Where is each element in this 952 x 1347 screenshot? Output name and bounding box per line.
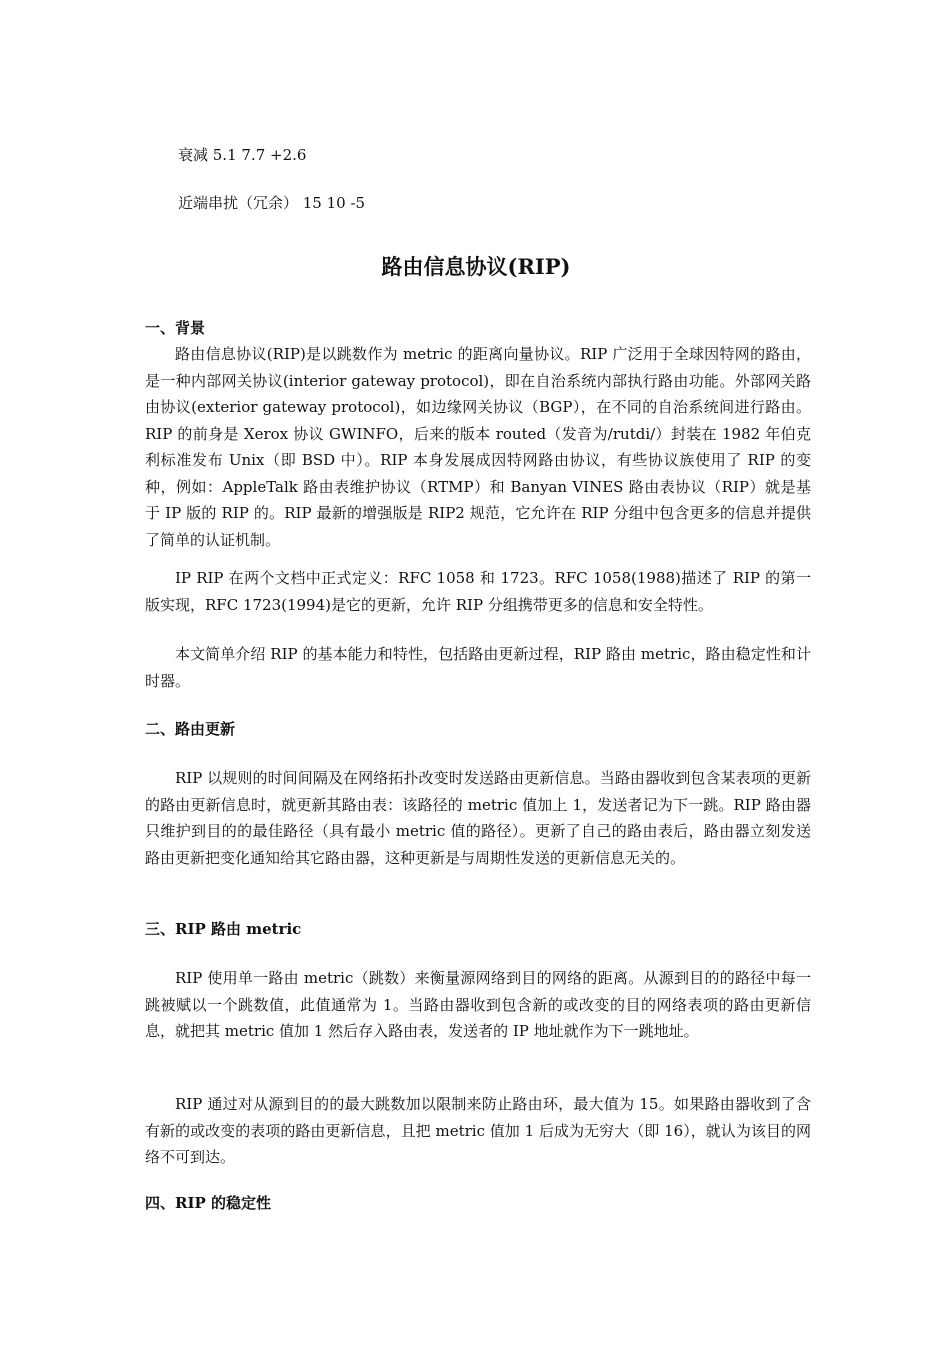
section-heading-routing-update: 二、路由更新 [145, 720, 236, 738]
section-heading-rip-metric: 三、RIP 路由 metric [145, 920, 302, 938]
paragraph-rfc-definition: IP RIP 在两个文档中正式定义：RFC 1058 和 1723。RFC 1058(1988)描述了 RIP 的第一版实现，RFC 1723(1994)是它的更新，允许 RIP 分组携带更多的信息和安全特性。 [145, 569, 811, 614]
paragraph-hop-limit: RIP 通过对从源到目的的最大跳数加以限制来防止路由环，最大值为 15。如果路由器收到了含有新的或改变的表项的路由更新信息，且把 metric 值加 1 后成为无穷大（即 16），就认为该目的网络不可到达。 [145, 1095, 811, 1166]
paragraph-overview: 本文简单介绍 RIP 的基本能力和特性，包括路由更新过程，RIP 路由 metric，路由稳定性和计时器。 [145, 645, 811, 690]
section-heading-rip-stability: 四、RIP 的稳定性 [145, 1194, 271, 1212]
section-heading-background: 一、背景 [145, 319, 206, 337]
paragraph-rip-metric: RIP 使用单一路由 metric（跳数）来衡量源网络到目的网络的距离。从源到目的的路径中每一跳被赋以一个跳数值，此值通常为 1。当路由器收到包含新的或改变的目的网络表项的路由更新信息，就把其 metric 值加 1 然后存入路由表，发送者的 IP 地址就作为下一跳地址。 [145, 969, 811, 1040]
crosstalk-line: 近端串扰（冗余） 15 10 -5 [178, 194, 366, 212]
paragraph-background-intro: 路由信息协议(RIP)是以跳数作为 metric 的距离向量协议。RIP 广泛用于全球因特网的路由，是一种内部网关协议(interior gateway protocol)，即在自治系统内部执行路由功能。外部网关路由协议(exterior gateway protocol)，如边缘网关协议（BGP），在不同的自治系统间进行路由。RIP 的前身是 Xerox 协议 GWINFO，后来的版本 routed（发音为/rutdi/）封装在 1982 年伯克利标准发布 Unix（即 BSD 中）。RIP 本身发展成因特网路由协议，有些协议族使用了 RIP 的变种，例如：AppleTalk 路由表维护协议（RTMP）和 Banyan VINES 路由表协议（RIP）就是基于 IP 版的 RIP 的。RIP 最新的增强版是 RIP2 规范，它允许在 RIP 分组中包含更多的信息并提供了简单的认证机制。 [145, 345, 811, 549]
document-title: 路由信息协议(RIP) [381, 254, 571, 279]
paragraph-routing-update: RIP 以规则的时间间隔及在网络拓扑改变时发送路由更新信息。当路由器收到包含某表项的更新的路由更新信息时，就更新其路由表：该路径的 metric 值加上 1，发送者记为下一跳。RIP 路由器只维护到目的的最佳路径（具有最小 metric 值的路径）。更新了自己的路由表后，路由器立刻发送路由更新把变化通知给其它路由器，这种更新是与周期性发送的更新信息无关的。 [145, 769, 811, 867]
attenuation-line: 衰减 5.1 7.7 +2.6 [178, 146, 307, 164]
